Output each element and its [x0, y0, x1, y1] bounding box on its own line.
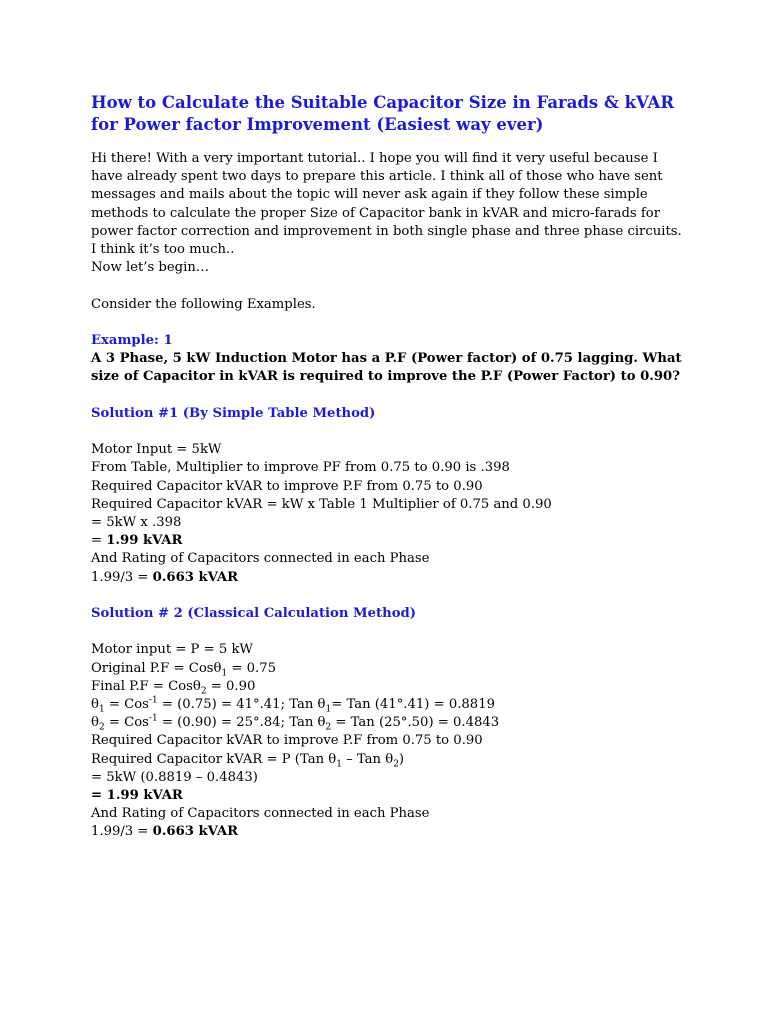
spacer	[91, 387, 688, 405]
text-part: )	[398, 751, 405, 767]
solution-2-heading: Solution # 2 (Classical Calculation Method)	[91, 606, 416, 621]
example-1-question: A 3 Phase, 5 kW Induction Motor has a P.F (Power factor) of 0.75 lagging. What size of Capacitor in kVAR is required to improve the P.F (Power Factor) to 0.90?	[91, 351, 682, 385]
solution-1-line: Motor Input = 5kW	[91, 442, 222, 458]
superscript: -1	[148, 695, 158, 706]
spacer	[91, 277, 688, 295]
article-title: How to Calculate the Suitable Capacitor Size in Farads & kVAR for Power factor Improvement (Easiest way ever)	[91, 93, 675, 134]
text-part: = Cos	[104, 697, 149, 712]
solution-1-phase-line	[91, 569, 688, 587]
phase-value: 0.663 kVAR	[152, 824, 239, 840]
solution-1-result-line	[91, 532, 688, 550]
solution-2-line: And Rating of Capacitors connected in each Phase	[91, 806, 430, 822]
text-part: θ	[91, 697, 99, 712]
solution-1-line: Required Capacitor kVAR to improve P.F from 0.75 to 0.90	[91, 478, 483, 494]
solution-1-line: And Rating of Capacitors connected in each Phase	[91, 551, 430, 567]
spacer	[91, 587, 688, 605]
solution-2-final-pf-line	[91, 678, 688, 696]
solution-1-heading: Solution #1 (By Simple Table Method)	[91, 405, 376, 421]
text-part: Original P.F = Cosθ	[91, 660, 222, 676]
subscript: 1	[221, 668, 228, 679]
subscript: 2	[98, 722, 105, 733]
solution-1-line: Required Capacitor kVAR = kW x Table 1 Multiplier of 0.75 and 0.90	[91, 496, 552, 512]
solution-2-phase-line	[91, 823, 688, 841]
phase-prefix: 1.99/3 =	[91, 824, 153, 840]
text-part: Final P.F = Cosθ	[91, 678, 201, 694]
phase-prefix: 1.99/3 =	[91, 569, 153, 585]
solution-2-line: Motor input = P = 5 kW	[91, 642, 253, 658]
solution-2-line: Required Capacitor kVAR to improve P.F from 0.75 to 0.90	[91, 733, 483, 749]
text-part: = (0.75) = 41°.41; Tan θ	[157, 697, 326, 712]
solution-2-theta2-line	[91, 714, 688, 732]
subscript: 2	[393, 759, 399, 770]
text-part: = Tan (25°.50) = 0.4843	[331, 715, 500, 731]
superscript: -1	[148, 713, 158, 724]
solution-2-theta1-line	[91, 696, 688, 714]
subscript: 2	[325, 722, 332, 733]
subscript: 1	[336, 759, 342, 770]
text-part: = 0.90	[206, 678, 256, 694]
text-part: θ	[91, 715, 99, 731]
spacer	[91, 423, 688, 441]
solution-2-body	[91, 641, 688, 841]
phase-value: 0.663 kVAR	[152, 569, 239, 585]
intro-begin-line: Now let’s begin…	[91, 260, 210, 276]
text-part: = Cos	[104, 715, 149, 731]
intro-paragraph: Hi there! With a very important tutorial.. I hope you will find it very useful because I have already spent two days to prepare this article. I think all of those who have sent messages and mails about the topic will never ask again if they follow these simple methods to calculate the proper Size of Capacitor bank in kVAR and micro-farads for power factor correction and improvement in both single phase and three phase circuits. I think it’s too much..	[91, 151, 682, 258]
spacer	[91, 623, 688, 641]
solution-1-line: = 5kW x .398	[91, 515, 182, 530]
solution-2-formula-line	[91, 751, 688, 769]
subscript: 1	[98, 704, 105, 715]
spacer	[91, 314, 688, 332]
solution-2-line: = 5kW (0.8819 – 0.4843)	[91, 769, 258, 785]
subscript: 2	[200, 686, 207, 697]
text-part: = Tan (41°.41) = 0.8819	[331, 697, 495, 712]
solution-1-body	[91, 441, 688, 587]
subscript: 1	[325, 704, 332, 715]
result-value: 1.99 kVAR	[106, 533, 183, 549]
text-part: – Tan θ	[341, 751, 394, 767]
solution-2-original-pf-line	[91, 660, 688, 678]
text-part: = 0.75	[227, 660, 276, 676]
result-prefix: =	[91, 533, 107, 549]
consider-line: Consider the following Examples.	[91, 296, 316, 312]
example-1-heading: Example: 1	[91, 333, 173, 348]
text-part: Required Capacitor kVAR = P (Tan θ	[91, 751, 337, 767]
solution-1-line: From Table, Multiplier to improve PF from 0.75 to 0.90 is .398	[91, 460, 510, 476]
solution-2-result-line: = 1.99 kVAR	[91, 788, 183, 804]
text-part: = (0.90) = 25°.84; Tan θ	[157, 715, 326, 731]
